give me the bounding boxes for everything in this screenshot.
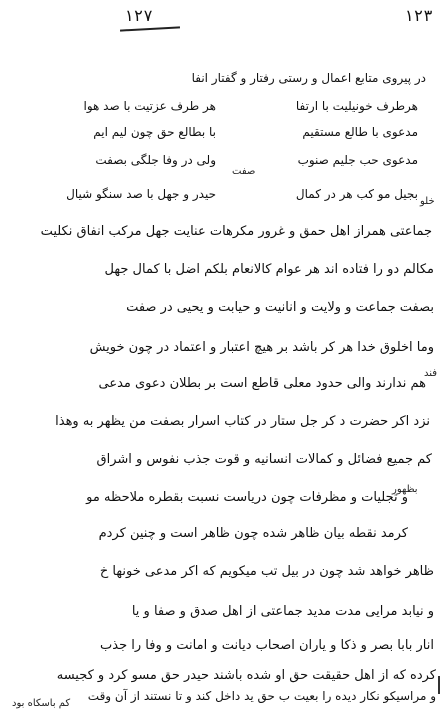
text-line: هم ندارند والی حدود معلی قاطع است بر بطلان دعوی مدعی — [98, 376, 426, 391]
verse-3-right: مدعوی حب جلیم صنوب — [297, 153, 418, 167]
text-line: کم جمیع فضائل و کمالات انسانیه و قوت جذب نفوس و اشراق — [96, 452, 432, 467]
text-line: مکالم دو را فتاده اند هر عوام کالانعام بلکم اضل با کمال جهل — [104, 262, 434, 277]
folio-number-left: ۱۲۷ — [124, 6, 153, 25]
page-edge-mark — [438, 676, 440, 694]
text-line: کرمد نقطه بیان ظاهر شده چون ظاهر است و چنین کردم — [98, 526, 408, 541]
folio-underline — [120, 26, 180, 31]
text-line: کرده که از اهل حقیقت حق او شده باشند حیدر حق مسو کرد و کجیسه — [56, 668, 436, 683]
catchword: کم باسکاه بود — [12, 698, 71, 709]
verse-4-left: حیدر و جهل با صد سنگو شیال — [66, 187, 216, 201]
verse-1-right: هرطرف خونیلیت با ارتفا — [295, 99, 418, 113]
text-line: ظاهر خواهد شد چون در بیل تب میکویم که اکر مدعی خونها خ — [99, 564, 434, 579]
text-line: نزد اکر حضرت د کر جل ستار در کتاب اسرار بصفت من یظهر به وهذا — [55, 414, 430, 429]
margin-note: فند — [424, 368, 438, 379]
section-heading: در پیروی متابع اعمال و رستی رفتار و گفتار انفا — [191, 71, 426, 85]
text-line: انار بابا بصر و ذکا و یاران اصحاب دیانت و امانت و وفا را جذب — [100, 638, 434, 653]
verse-4-right: بجیل مو کب هر در کمال — [295, 187, 418, 201]
verse-2-right: مدعوی با طالع مستقیم — [302, 125, 418, 139]
margin-note: خلو — [420, 196, 435, 207]
margin-note: صفت — [232, 166, 256, 177]
text-line: و مراسیکو نکار دیده را بعیت ب حق ید داخل کند و تا نستند از آن وقت — [87, 689, 436, 703]
margin-note: بظهور — [392, 484, 418, 495]
folio-number-right: ۱۲۳ — [404, 6, 433, 25]
verse-1-left: هر طرف عزتیت با صد هوا — [83, 99, 216, 113]
text-line: جماعتی همراز اهل حمق و غرور مکرهات عنایت جهل مرکب انفاق نکلیت — [40, 224, 432, 239]
text-line: بصفت جماعت و ولایت و انانیت و حیابت و یحیی در صفت — [126, 300, 434, 315]
verse-3-left: ولی در وفا جلگی بصفت — [95, 153, 216, 167]
text-line: و نیابد مرایی مدت مدید جماعتی از اهل صدق و صفا و یا — [131, 604, 434, 619]
text-line: وما اخلوق خدا هر کر باشد بر هیچ اعتبار و اعتماد در چون خویش — [89, 340, 434, 355]
verse-2-left: با بطالع حق چون لیم ایم — [93, 125, 216, 139]
text-line: و تجلیات و مظرفات چون دریاست نسبت بقطره ملاحظه مو — [86, 490, 408, 505]
